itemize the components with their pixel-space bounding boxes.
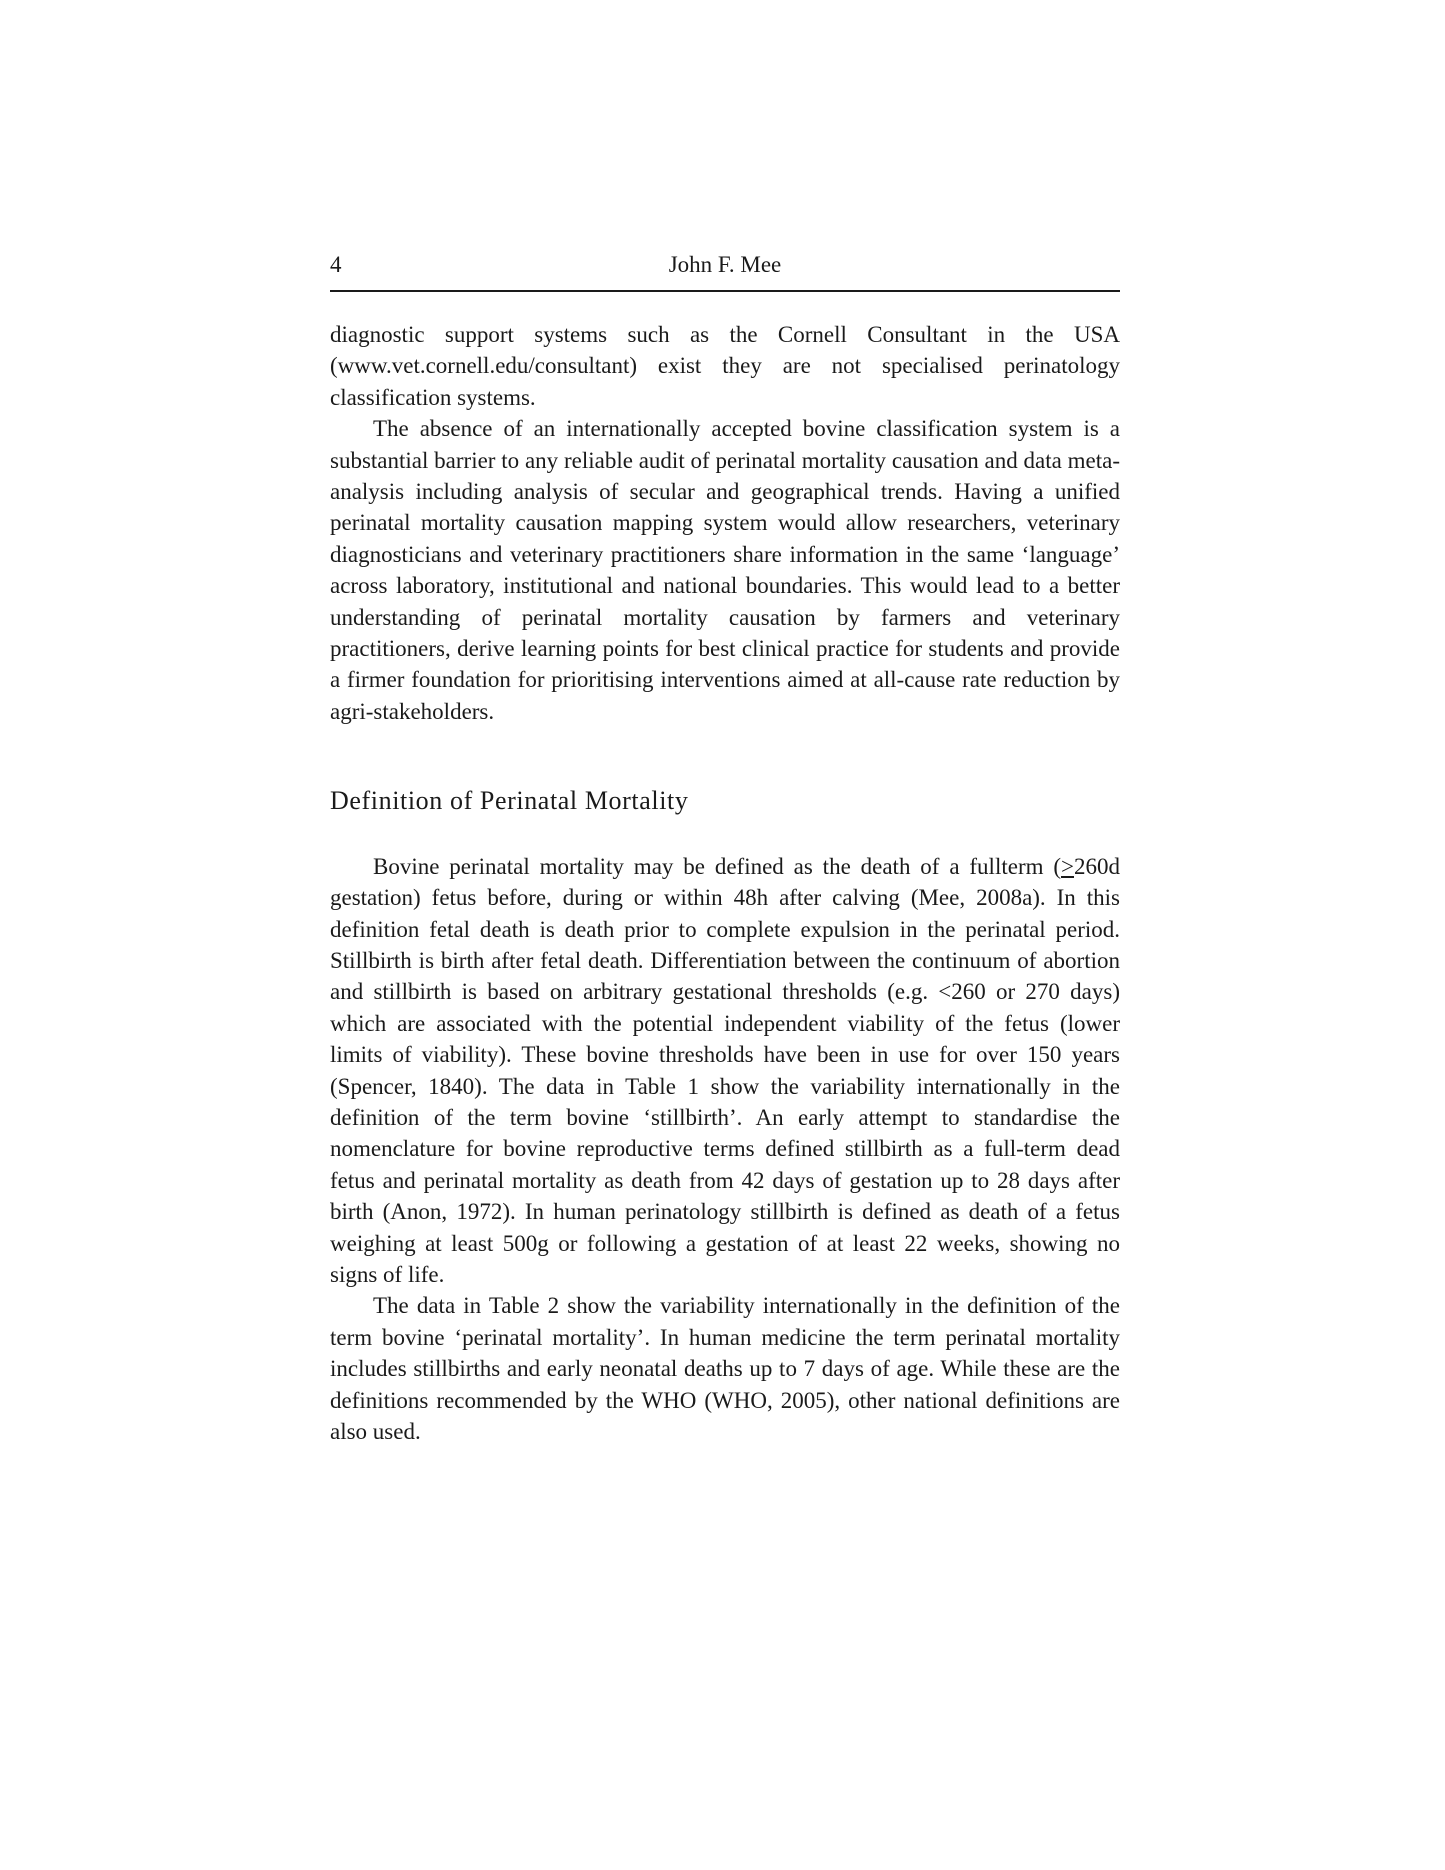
header-author: John F. Mee xyxy=(668,252,782,277)
definition-paragraph-perinatal-mortality: The data in Table 2 show the variability internationally in the definition of the term bovine ‘perinatal mortality’. In human medicine the term perinatal mortality includes stillbirths and early neonatal deaths up to 7 days of age. While these are the definitions recommended by the WHO (WHO, 2005), other national definitions are also used. xyxy=(330,1293,1120,1444)
intro-paragraph-continued: diagnostic support systems such as the Cornell Consultant in the USA (www.vet.cornell.edu/consultant) exist they are not specialised perinatology classification systems. xyxy=(330,322,1120,410)
definition-paragraph-start: Bovine perinatal mortality may be defined as the death of a fullterm ( xyxy=(373,853,1062,879)
section-heading-definition: Definition of Perinatal Mortality xyxy=(330,786,689,816)
body-text xyxy=(330,319,1120,1447)
running-header xyxy=(330,248,1120,292)
page-number: 4 xyxy=(330,252,342,277)
book-page xyxy=(330,248,1120,1447)
definition-paragraph-rest: 260d gestation) fetus before, during or within 48h after calving (Mee, 2008a). In this definition fetal death is death prior to complete expulsion in the perinatal period. Stillbirth is birth after fetal death. Differentiation between the continuum of abortion and stillbirth is based on arbitrary gestational thresholds (e.g. <260 or 270 days) which are associated with the potential independent viability of the fetus (lower limits of viability). These bovine thresholds have been in use for over 150 years (Spencer, 1840). The data in Table 1 show the variability internationally in the definition of the term bovine ‘stillbirth’. An early attempt to standardise the nomenclature for bovine reproductive terms defined stillbirth as a full-term dead fetus and perinatal mortality as death from 42 days of gestation up to 28 days after birth (Anon, 1972). In human perinatology stillbirth is defined as death of a fetus weighing at least 500g or following a gestation of at least 22 weeks, showing no signs of life. xyxy=(330,853,1120,1287)
intro-paragraph-classification-barrier: The absence of an internationally accepted bovine classification system is a substantial barrier to any reliable audit of perinatal mortality causation and data meta-analysis including analysis of secular and geographical trends. Having a unified perinatal mortality causation mapping system would allow researchers, veterinary diagnosticians and veterinary practitioners share information in the same ‘language’ across laboratory, institutional and national boundaries. This would lead to a better understanding of perinatal mortality causation by farmers and veterinary practitioners, derive learning points for best clinical practice for students and provide a firmer foundation for prioritising interventions aimed at all-cause rate reduction by agri-stakeholders. xyxy=(330,416,1120,724)
greater-equal-symbol: > xyxy=(1061,853,1074,879)
definition-paragraph-stillbirth xyxy=(330,851,1120,1291)
